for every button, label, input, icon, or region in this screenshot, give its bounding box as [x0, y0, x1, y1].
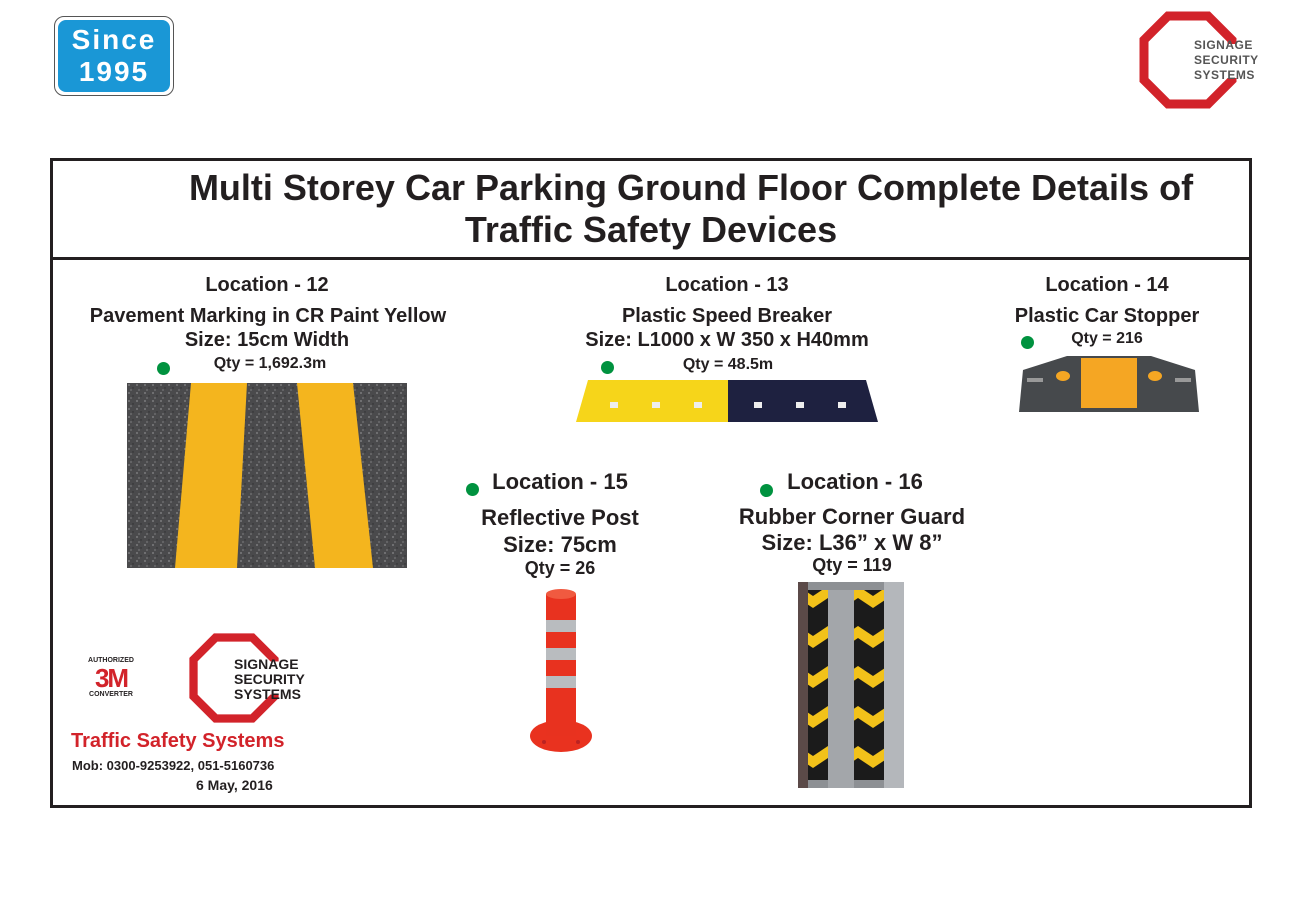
page-title-line1: Multi Storey Car Parking Ground Floor Complete Details of	[188, 167, 1194, 208]
location-13-size: Size: L1000 x W 350 x H40mm	[585, 329, 869, 351]
location-13-label: Location - 13	[665, 274, 789, 296]
location-14-name: Plastic Car Stopper	[1014, 305, 1200, 327]
since-badge	[54, 16, 174, 96]
location-14-label: Location - 14	[1045, 274, 1169, 296]
location-16-size: Size: L36” x W 8”	[761, 530, 943, 555]
car-stopper-image	[1017, 354, 1201, 414]
pavement-marking-image	[127, 383, 407, 568]
since-badge-body	[58, 20, 170, 92]
location-16-name: Rubber Corner Guard	[738, 504, 966, 529]
corner-guard-image	[798, 582, 904, 788]
location-13-marker	[601, 361, 614, 374]
logo-footer-line1: SIGNAGE	[234, 656, 299, 672]
reflective-post-image	[528, 586, 594, 756]
logo-footer-line2: SECURITY	[234, 671, 305, 687]
location-16-qty: Qty = 119	[812, 555, 892, 575]
3m-authorized-logo	[84, 657, 138, 701]
company-name: Traffic Safety Systems	[71, 730, 285, 752]
location-15-name: Reflective Post	[481, 505, 639, 530]
location-16-label: Location - 16	[787, 469, 923, 494]
location-14-marker	[1021, 336, 1034, 349]
3m-authorized-text: AUTHORIZED	[88, 657, 134, 664]
location-14-qty: Qty = 216	[1071, 330, 1143, 347]
location-15-qty: Qty = 26	[524, 558, 596, 578]
3m-mark: 3M	[94, 663, 128, 693]
location-12-label: Location - 12	[205, 274, 329, 296]
since-badge-line2: 1995	[78, 56, 150, 87]
location-12-marker	[157, 362, 170, 375]
title-divider	[53, 257, 1249, 260]
location-16-marker	[760, 484, 773, 497]
location-15-label: Location - 15	[492, 469, 628, 494]
company-logo-footer	[188, 632, 318, 724]
location-12-name: Pavement Marking in CR Paint Yellow	[89, 305, 447, 327]
since-badge-line1: Since	[71, 24, 157, 55]
logo-footer-line3: SYSTEMS	[234, 686, 301, 702]
location-15-size: Size: 75cm	[503, 532, 617, 557]
location-12-qty: Qty = 1,692.3m	[213, 355, 327, 372]
speed-breaker-image	[576, 380, 880, 424]
3m-converter-text: CONVERTER	[89, 691, 133, 698]
logo-top-line2: SECURITY	[1194, 53, 1259, 67]
document-date: 6 May, 2016	[196, 777, 273, 793]
page-title	[53, 167, 1249, 251]
contact-mobile: Mob: 0300-9253922, 051-5160736	[72, 758, 275, 773]
location-15-marker	[466, 483, 479, 496]
location-13-name: Plastic Speed Breaker	[621, 305, 833, 327]
logo-top-line3: SYSTEMS	[1194, 68, 1255, 82]
page-title-line2: Traffic Safety Devices	[464, 209, 838, 250]
logo-top-line1: SIGNAGE	[1194, 38, 1253, 52]
company-logo-top	[1138, 10, 1278, 110]
location-12-size: Size: 15cm Width	[184, 329, 350, 351]
location-13-qty: Qty = 48.5m	[682, 356, 774, 373]
